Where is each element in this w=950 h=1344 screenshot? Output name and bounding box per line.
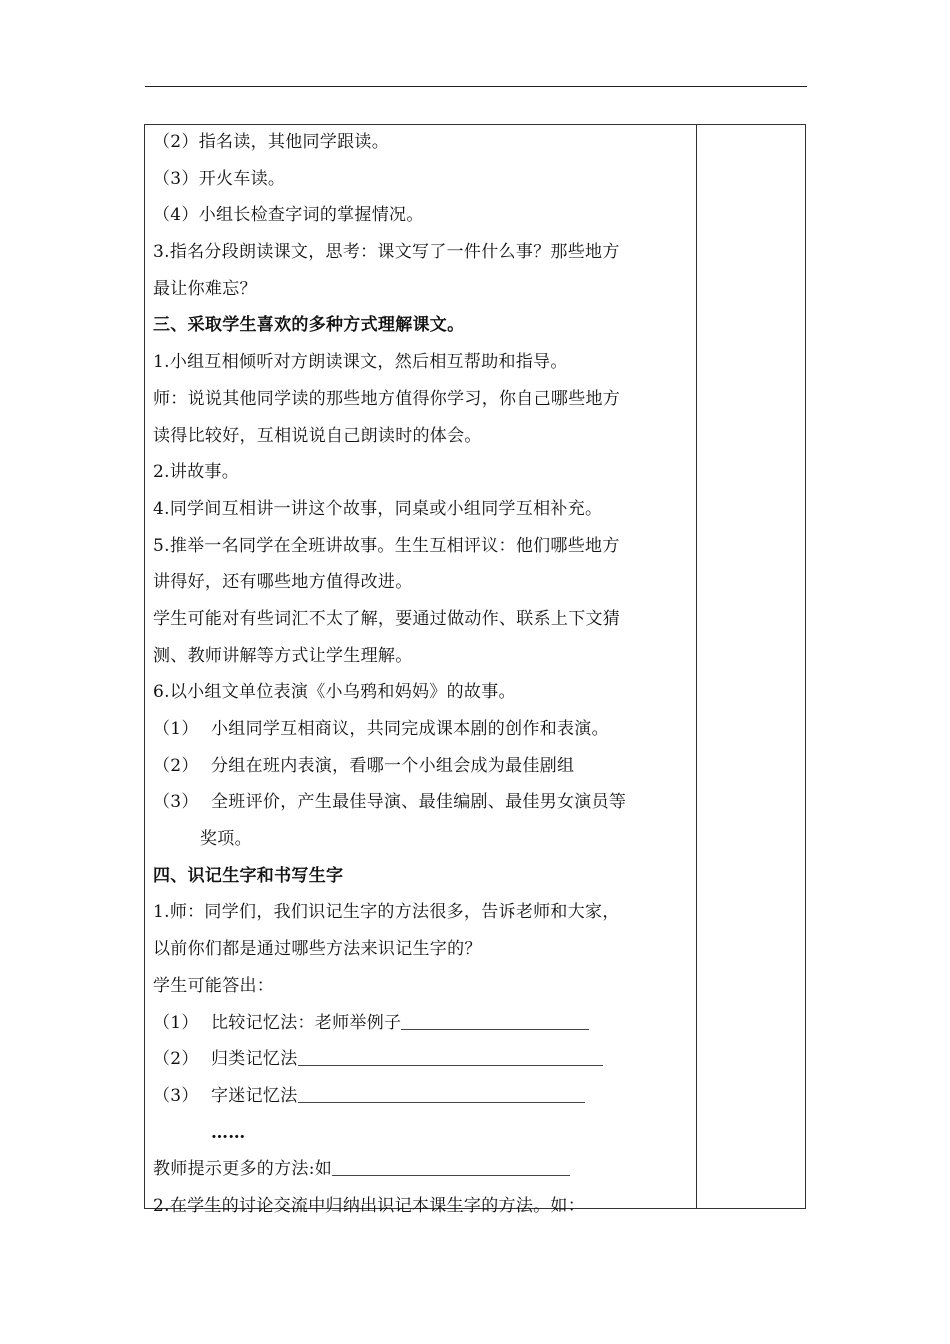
list-text: 比较记忆法：老师举例子 [211, 1012, 402, 1033]
text-line: （4）小组长检查字词的掌握情况。 [153, 205, 424, 226]
text-line: 学生可能对有些词汇不太了解，要通过做动作、联系上下文猜 [153, 608, 621, 629]
text-line: 1.小组互相倾听对方朗读课文，然后相互帮助和指导。 [153, 352, 568, 373]
list-item-continuation: 奖项。 [200, 829, 252, 850]
list-text: 字迷记忆法 [211, 1085, 298, 1106]
list-number: （2） [153, 755, 199, 776]
list-number: （1） [153, 719, 199, 739]
text-line [153, 1151, 691, 1188]
text-line: 6.以小组文单位表演《小乌鸦和妈妈》的故事。 [153, 682, 516, 703]
fill-blank [298, 1080, 585, 1103]
text-line: 4.同学间互相讲一讲这个故事，同桌或小组同学互相补充。 [153, 498, 603, 519]
list-item [153, 1078, 691, 1115]
list-item [153, 1041, 691, 1078]
list-number: （1） [153, 1012, 199, 1033]
text-line: 5.推举一名同学在全班讲故事。生生互相评议：他们哪些地方 [153, 535, 620, 556]
list-item [153, 784, 691, 821]
header-rule [145, 86, 807, 87]
list-number: （3） [153, 1085, 199, 1106]
list-number: （3） [153, 792, 199, 813]
list-item [153, 711, 691, 748]
text-line: 师：说说其他同学读的那些地方值得你学习，你自己哪些地方 [153, 388, 621, 409]
text-line: 学生可能答出： [153, 975, 275, 996]
list-item [153, 748, 691, 785]
fill-blank [401, 1007, 589, 1030]
list-text: 归类记忆法 [211, 1049, 298, 1070]
text-line: （3）开火车读。 [153, 168, 286, 189]
text-line: 以前你们都是通过哪些方法来识记生字的？ [153, 939, 482, 960]
list-text: 全班评价，产生最佳导演、最佳编剧、最佳男女演员等 [211, 792, 627, 813]
fill-blank [298, 1043, 603, 1066]
text-line: 讲得好，还有哪些地方值得改进。 [153, 572, 413, 593]
text-line: 测、教师讲解等方式让学生理解。 [153, 645, 413, 666]
text-line: 最让你难忘？ [153, 278, 257, 299]
section-heading: 四、识记生字和书写生字 [153, 865, 344, 886]
tip-text: 教师提示更多的方法:如 [153, 1159, 333, 1180]
text-line: 2.在学生的讨论交流中归纳出识记本课生字的方法。如： [153, 1195, 586, 1216]
list-number: （2） [153, 1049, 199, 1070]
list-text: 分组在班内表演，看哪一个小组会成为最佳剧组 [211, 755, 575, 776]
list-item [153, 1005, 691, 1042]
text-line: （2）指名读，其他同学跟读。 [153, 132, 390, 152]
text-line: 2.讲故事。 [153, 462, 240, 483]
lesson-content [153, 124, 691, 1225]
text-line: 1.师：同学们，我们识记生字的方法很多，告诉老师和大家， [153, 902, 620, 923]
table-column-divider [696, 124, 697, 1209]
list-text: 小组同学互相商议，共同完成课本剧的创作和表演。 [211, 719, 609, 739]
ellipsis: …… [211, 1122, 246, 1143]
section-heading: 三、采取学生喜欢的多种方式理解课文。 [153, 315, 465, 336]
text-line: 读得比较好，互相说说自己朗读时的体会。 [153, 425, 482, 446]
text-line: 3.指名分段朗读课文，思考：课文写了一件什么事？那些地方 [153, 242, 620, 263]
fill-blank [332, 1153, 570, 1176]
